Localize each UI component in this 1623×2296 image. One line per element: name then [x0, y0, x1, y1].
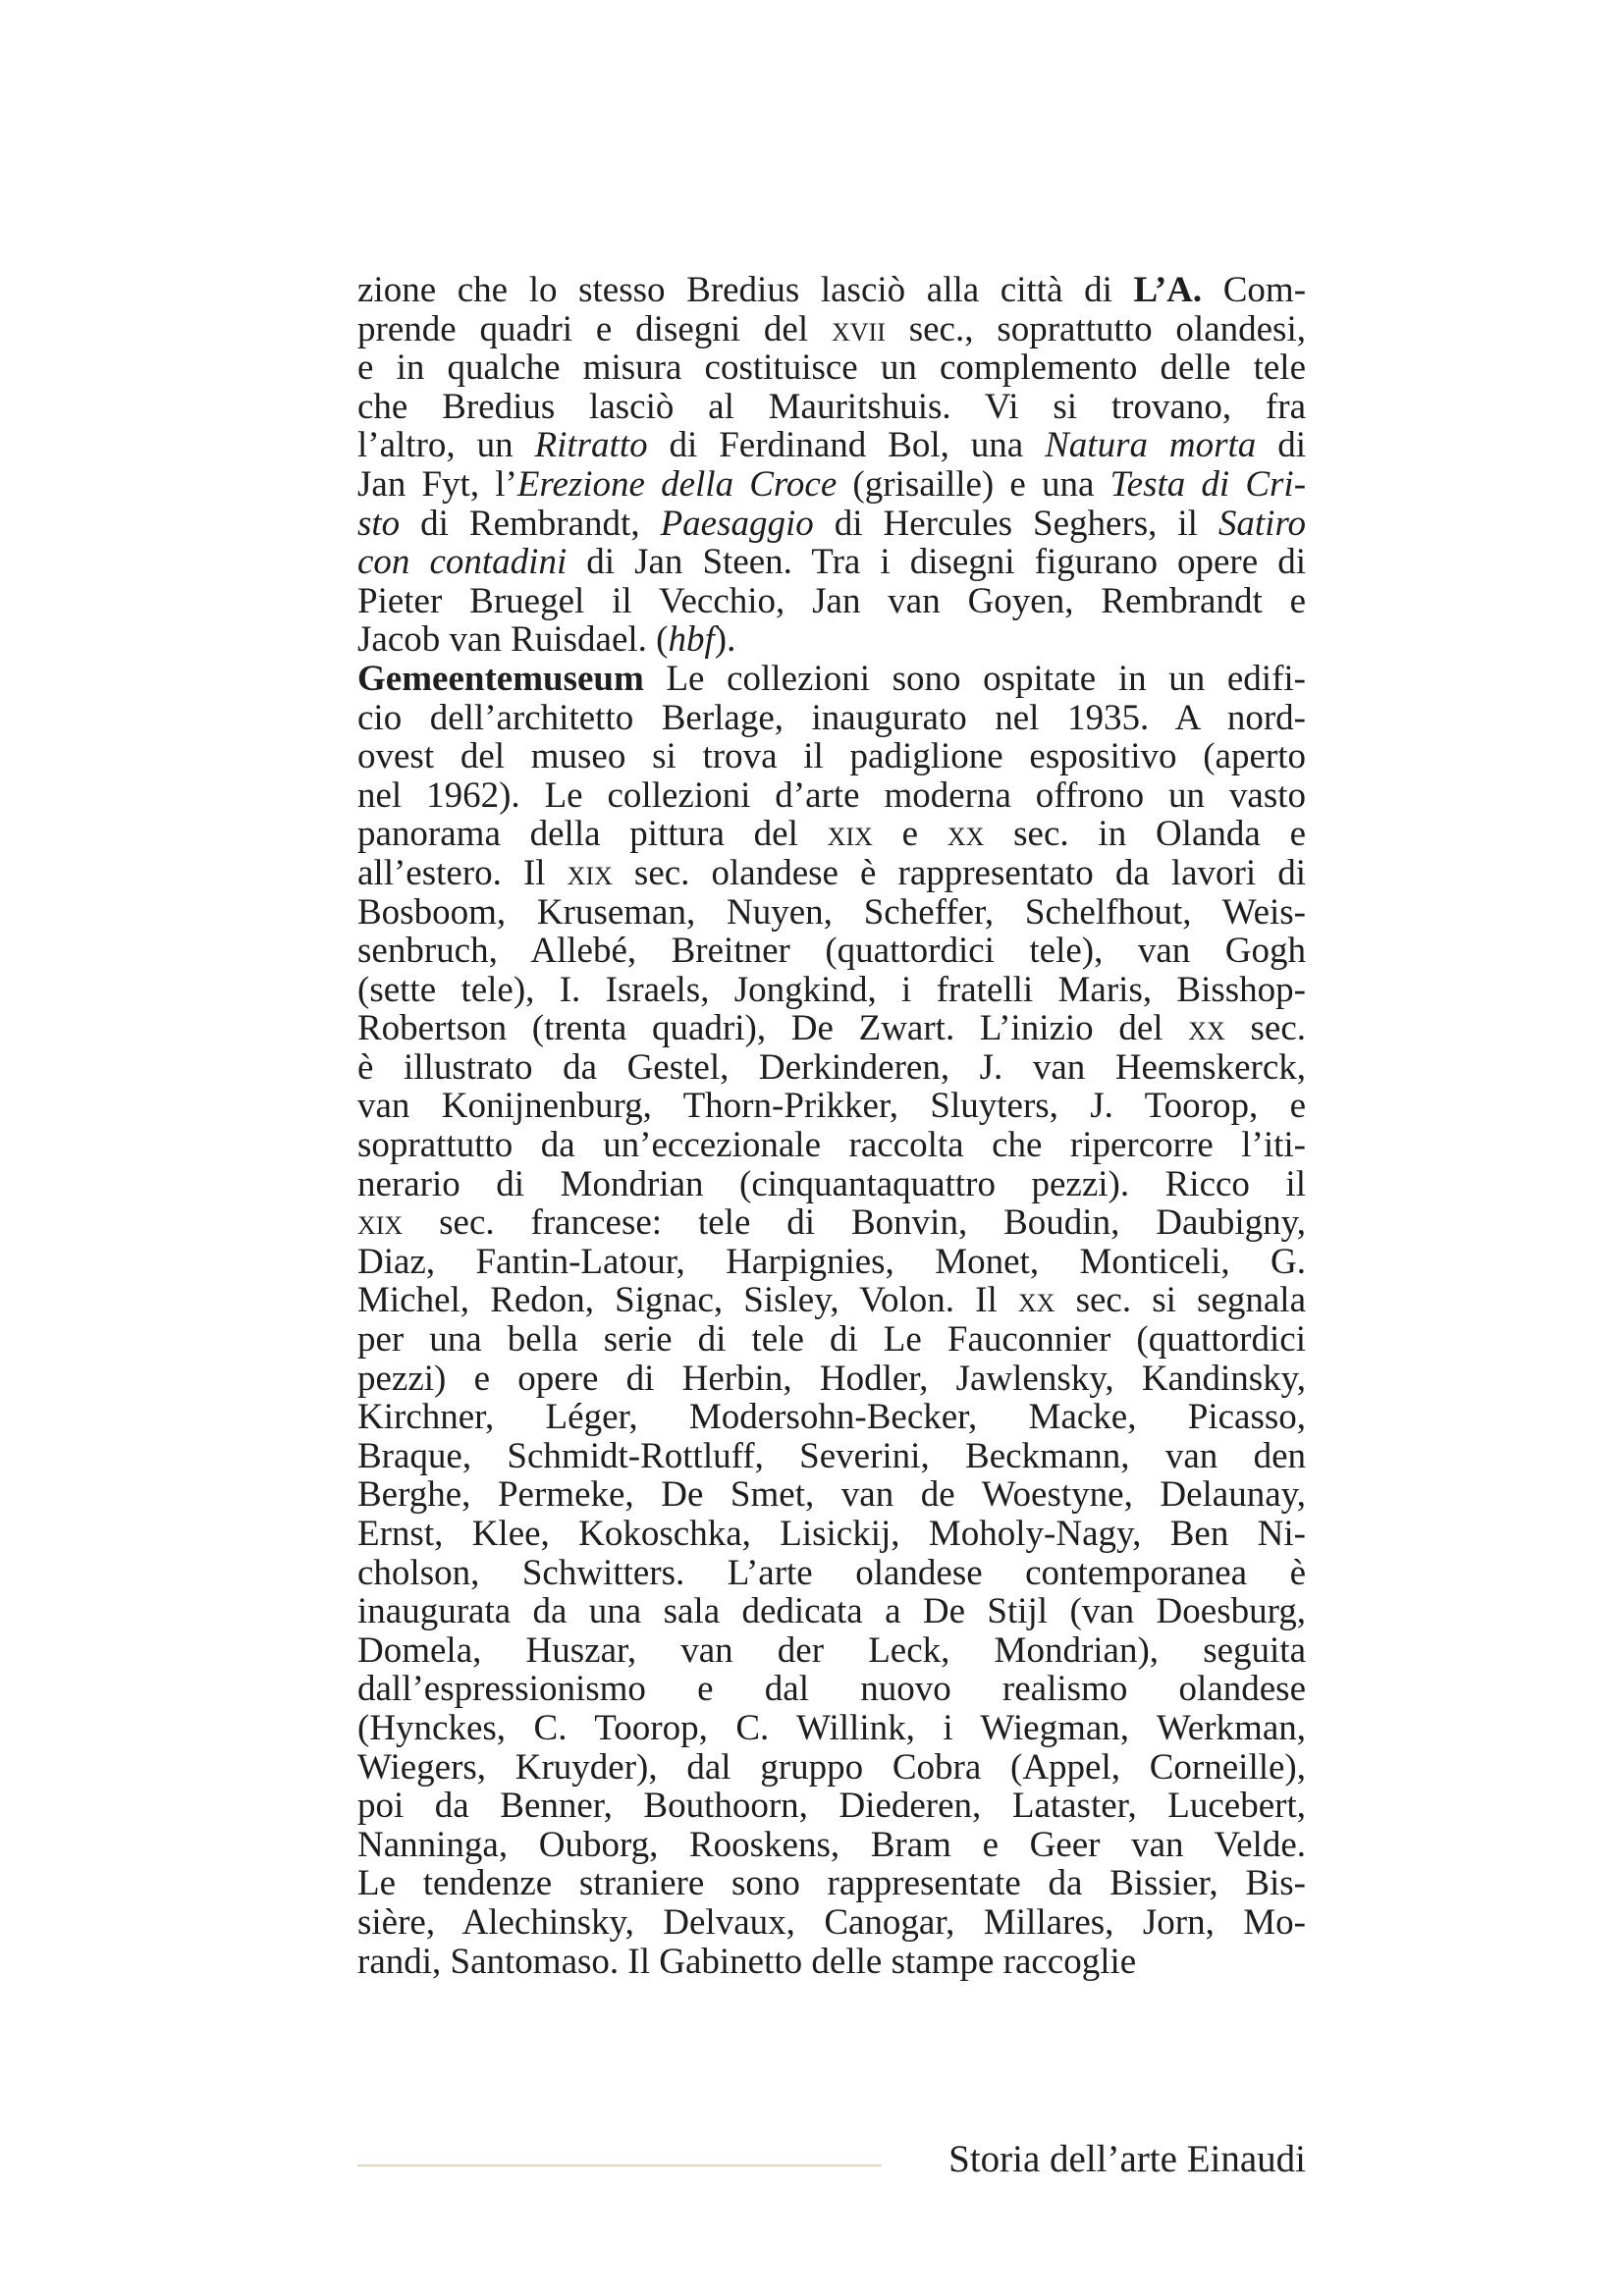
- text-run: Michel, Redon, Signac, Sisley, Volon. Il: [357, 1280, 1018, 1321]
- text-run: e in qualche misura costituisce un complemento delle tele: [357, 347, 1306, 389]
- text-run: Nanninga, Ouborg, Rooskens, Bram e Geer van Velde.: [357, 1824, 1306, 1865]
- text-line: [357, 1437, 1306, 1476]
- text-run: Jacob van Ruisdael. (: [357, 619, 669, 661]
- text-line: [357, 310, 1306, 349]
- text-run: nerario di Mondrian (cinquantaquattro pezzi). Ricco il: [357, 1163, 1306, 1204]
- text-line: [357, 426, 1306, 465]
- text-line: [357, 776, 1306, 816]
- text-run: Le tendenze straniere sono rappresentate da Bissier, Bis-: [357, 1863, 1306, 1904]
- text-run: Berghe, Permeke, De Smet, van de Woestyne, Delaunay,: [357, 1474, 1306, 1516]
- text-run: Ernst, Klee, Kokoschka, Lisickij, Moholy-Nagy, Ben Ni-: [357, 1514, 1306, 1554]
- text-run: di Ferdinand Bol, una: [647, 425, 1046, 466]
- text-line: [357, 1709, 1306, 1748]
- text-line: [357, 465, 1306, 505]
- smallcaps-text: xx: [947, 814, 985, 855]
- text-run: senbruch, Allebé, Breitner (quattordici tele), van Gogh: [357, 931, 1306, 972]
- text-run: ovest del museo si trova il padiglione espositivo (aperto: [357, 736, 1306, 777]
- text-line: [357, 854, 1306, 893]
- text-run: van Konijnenburg, Thorn-Prikker, Sluyters, J. Toorop, e: [357, 1086, 1306, 1127]
- text-run: cholson, Schwitters. L’arte olandese contemporanea è: [357, 1552, 1306, 1593]
- text-line: [357, 1670, 1306, 1709]
- text-line: [357, 1475, 1306, 1515]
- text-line: [357, 815, 1306, 854]
- text-line: [357, 1398, 1306, 1437]
- text-run: Jan Fyt, l’: [357, 463, 517, 505]
- text-line: [357, 582, 1306, 621]
- text-run: pezzi) e opere di Herbin, Hodler, Jawlensky, Kandinsky,: [357, 1358, 1306, 1399]
- text-line: [357, 1203, 1306, 1243]
- text-line: [357, 699, 1306, 738]
- text-line: [357, 1165, 1306, 1204]
- text-line: [357, 1515, 1306, 1554]
- text-run: per una bella serie di tele di Le Fauconnier (quattordici: [357, 1319, 1306, 1361]
- text-line: [357, 1943, 1306, 1982]
- text-line: [357, 1320, 1306, 1360]
- bold-text: L’A.: [1133, 270, 1203, 310]
- text-run: l’altro, un: [357, 425, 535, 466]
- text-run: Braque, Schmidt-Rottluff, Severini, Beckmann, van den: [357, 1435, 1306, 1476]
- footer-title: Storia dell’arte Einaudi: [948, 2138, 1306, 2180]
- italic-text: hbf: [668, 619, 715, 661]
- text-line: [357, 1360, 1306, 1399]
- text-run: di Jan Steen. Tra i disegni figurano opere di: [567, 542, 1306, 583]
- text-run: Wiegers, Kruyder), dal gruppo Cobra (Appel, Corneille),: [357, 1746, 1306, 1788]
- text-run: Domela, Huszar, van der Leck, Mondrian), seguita: [357, 1629, 1306, 1671]
- text-run: Diaz, Fantin-Latour, Harpignies, Monet, Monticeli, G.: [357, 1241, 1306, 1282]
- text-run: sec., soprattutto olandesi,: [885, 308, 1306, 349]
- text-run: di: [1256, 425, 1306, 466]
- text-line: [357, 893, 1306, 933]
- bold-text: Gemeentemuseum: [357, 658, 644, 699]
- text-line: [357, 1243, 1306, 1282]
- text-run: nel 1962). Le collezioni d’arte moderna offrono un vasto: [357, 774, 1306, 816]
- text-line: [357, 971, 1306, 1010]
- smallcaps-text: xix: [357, 1202, 404, 1244]
- text-line: [357, 1126, 1306, 1165]
- text-line: [357, 737, 1306, 776]
- text-line: [357, 505, 1306, 544]
- text-run: è illustrato da Gestel, Derkinderen, J. van Heemskerck,: [357, 1046, 1306, 1088]
- italic-text: Erezione della Croce: [516, 463, 838, 505]
- text-run: di Hercules Seghers, il: [813, 503, 1218, 544]
- text-run: panorama della pittura del: [357, 814, 828, 855]
- text-run: Bosboom, Kruseman, Nuyen, Scheffer, Schelfhout, Weis-: [357, 891, 1306, 933]
- text-run: (sette tele), I. Israels, Jongkind, i fratelli Maris, Bisshop-: [357, 969, 1306, 1010]
- text-run: sec.: [1224, 1008, 1306, 1049]
- smallcaps-text: xx: [1017, 1280, 1055, 1321]
- text-line: [357, 1631, 1306, 1671]
- italic-text: con contadini: [357, 542, 568, 583]
- italic-text: Testa di Cri-: [1109, 463, 1307, 505]
- text-run: dall’espressionismo e dal nuovo realismo olandese: [357, 1669, 1306, 1710]
- italic-text: Paesaggio: [660, 503, 814, 544]
- text-run: Com-: [1202, 270, 1307, 310]
- text-run: (Hynckes, C. Toorop, C. Willink, i Wiegman, Werkman,: [357, 1707, 1306, 1748]
- text-run: Robertson (trenta quadri), De Zwart. L’inizio del: [357, 1008, 1189, 1049]
- text-run: di Rembrandt,: [400, 503, 661, 544]
- text-line: [357, 620, 1306, 660]
- smallcaps-text: xix: [567, 852, 613, 893]
- text-run: cio dell’architetto Berlage, inaugurato nel 1935. A nord-: [357, 697, 1306, 738]
- italic-text: Ritratto: [534, 425, 648, 466]
- body-text: [357, 271, 1306, 1981]
- text-line: [357, 1787, 1306, 1826]
- text-run: zione che lo stesso Bredius lasciò alla città di: [357, 270, 1134, 310]
- text-run: prende quadri e disegni del: [357, 308, 832, 349]
- text-line: [357, 1281, 1306, 1320]
- text-run: poi da Benner, Bouthoorn, Diederen, Lataster, Lucebert,: [357, 1786, 1306, 1827]
- footer-rule: [357, 2164, 882, 2166]
- text-run: sec. in Olanda e: [984, 814, 1306, 855]
- text-run: sec. francese: tele di Bonvin, Boudin, Daubigny,: [403, 1202, 1306, 1244]
- text-run: sière, Alechinsky, Delvaux, Canogar, Millares, Jorn, Mo-: [357, 1901, 1306, 1943]
- text-run: all’estero. Il: [357, 852, 568, 893]
- text-run: sec. si segnala: [1055, 1280, 1306, 1321]
- text-run: inaugurata da una sala dedicata a De Stijl (van Doesburg,: [357, 1591, 1306, 1632]
- text-line: [357, 1826, 1306, 1865]
- smallcaps-text: xix: [827, 814, 873, 855]
- text-line: [357, 543, 1306, 582]
- text-run: Kirchner, Léger, Modersohn-Becker, Macke, Picasso,: [357, 1397, 1306, 1438]
- text-line: [357, 1748, 1306, 1788]
- text-run: randi, Santomaso. Il Gabinetto delle stampe raccoglie: [357, 1941, 1137, 1982]
- smallcaps-text: xx: [1188, 1008, 1225, 1049]
- text-run: ).: [714, 619, 736, 661]
- text-run: che Bredius lasciò al Mauritshuis. Vi si trovano, fra: [357, 386, 1306, 427]
- text-line: [357, 932, 1306, 971]
- text-run: e: [872, 814, 947, 855]
- text-run: (grisaille) e una: [837, 463, 1110, 505]
- text-line: [357, 1087, 1306, 1126]
- italic-text: sto: [357, 503, 401, 544]
- italic-text: Natura morta: [1045, 425, 1257, 466]
- text-line: [357, 271, 1306, 310]
- text-line: [357, 1864, 1306, 1903]
- italic-text: Satiro: [1217, 503, 1306, 544]
- text-line: [357, 1903, 1306, 1943]
- text-line: [357, 1554, 1306, 1593]
- text-line: [357, 1592, 1306, 1631]
- text-line: [357, 1009, 1306, 1048]
- text-line: [357, 348, 1306, 388]
- text-run: soprattutto da un’eccezionale raccolta che ripercorre l’iti-: [357, 1125, 1306, 1166]
- text-run: Pieter Bruegel il Vecchio, Jan van Goyen, Rembrandt e: [357, 580, 1306, 621]
- text-line: [357, 1048, 1306, 1088]
- text-line: [357, 660, 1306, 699]
- text-run: Le collezioni sono ospitate in un edifi-: [643, 658, 1306, 699]
- smallcaps-text: xvii: [831, 308, 886, 349]
- text-line: [357, 388, 1306, 427]
- text-run: sec. olandese è rappresentato da lavori di: [612, 852, 1306, 893]
